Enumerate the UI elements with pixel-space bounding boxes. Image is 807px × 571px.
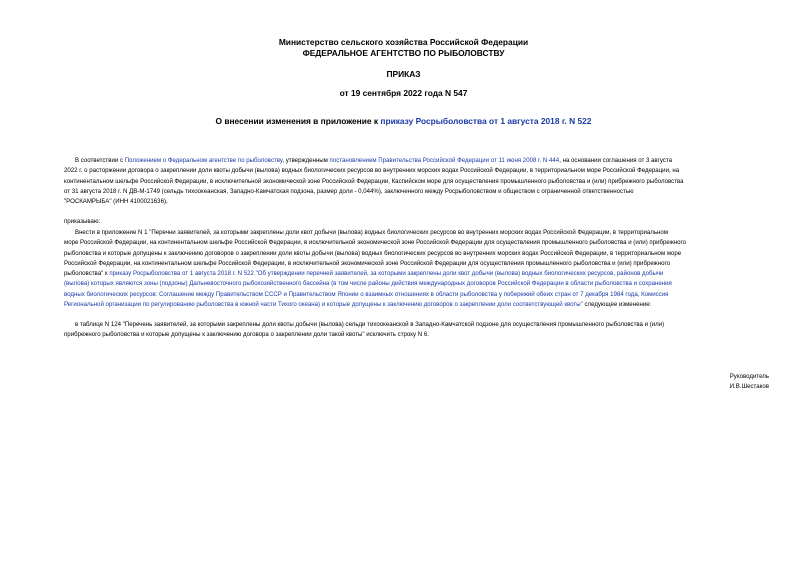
signature-name: И.В.Шестаков (729, 383, 769, 390)
preamble-line-5: "РОСКАМРЫБА" (ИНН 4100021636), (64, 198, 168, 206)
regulation-link[interactable]: Положением о Федеральном агентстве по рыболовству (124, 157, 283, 164)
change-paragraph (64, 320, 769, 341)
signature-position: Руководитель (729, 373, 769, 380)
amendment-line-8 (64, 300, 769, 310)
preamble-text: , на основании соглашения от 3 августа (559, 157, 673, 164)
preamble-line-2: 2022 г. о расторжении договора о закреплении доли квоты добычи (вылова) водных биологических ресурсов во внутренних морских водах Российской Федерации, в территориальном море Российской Федерации, на (64, 167, 680, 175)
amendment-line-5 (64, 269, 769, 279)
change-line-1: в таблице N 124 "Перечень заявителей, за которыми закреплены доли квоты добычи (вылова) сельди тихоокеанской в Западно-Камчатской подзоне для осуществления промышленного рыболовства и (или) (75, 321, 665, 328)
order-522-link[interactable]: приказу Росрыболовства от 1 августа 2018 г. N 522 "Об утверждении перечней заявителей, за которыми закреплены доли квот добычи (вылова) водных биологических ресурсов, районов добычи (109, 270, 664, 278)
amendment-line-1: Внести в приложение N 1 "Перечни заявителей, за которыми закреплены доли квот добычи (вылова) водных биологических ресурсов во внутренних морских водах Российской Федерации, в территориальном (75, 229, 668, 236)
preamble-line-4: от 31 августа 2018 г. N ДВ-М-1749 (сельдь тихоокеанская, Западно-Камчатская подзона, размер доли - 0,044%), заключенного между Росрыболовством и обществом с ограниченной ответственностью (64, 187, 634, 195)
preamble-text: , утвержденным (282, 157, 330, 164)
preamble-paragraph (64, 156, 769, 207)
agency-heading: ФЕДЕРАЛЬНОЕ АГЕНТСТВО ПО РЫБОЛОВСТВУ (302, 48, 505, 58)
document-title (0, 116, 807, 126)
order-word (64, 217, 769, 227)
preamble-line-3: континентальном шельфе Российской Федерации, в исключительной экономической зоне Российской Федерации, Каспийском море для осуществления промышленного рыболовства и (или) прибрежного рыболовства (64, 177, 684, 185)
amendment-text: рыболовства" к (64, 270, 110, 278)
amendment-link-line-6[interactable]: (вылова) которых являются зоны (подзоны) Дальневосточного рыбохозяйственного бассейна (в том числе районы действия международных договоров Российской Федерации в области рыболовства и сохранения (64, 280, 672, 288)
resolution-link[interactable]: постановлением Правительства Российской Федерации от 11 июня 2008 г. N 444 (329, 157, 560, 164)
change-line-2: прибрежного рыболовства и которые допущены к заключению договора о закреплении доли такой квоты" исключить строку N 6. (64, 331, 429, 339)
amendment-line-4: Российской Федерации, на континентальном шельфе Российской Федерации, в исключительной экономической зоне Российской Федерации для осуществления промышленного рыболовства и (или) прибрежного (64, 259, 670, 267)
order-word-text: приказываю: (64, 218, 101, 225)
amendment-link-line-7[interactable]: водных биологических ресурсов: Соглашение между Правительством СССР и Правительством Японии о взаимных отношениях в области рыболовства у побережий обеих стран от 7 декабря 1984 года, Комиссия (64, 290, 669, 298)
amendment-line-2: море Российской Федерации, на континентальном шельфе Российской Федерации, в исключительной экономической зоне Российской Федерации для осуществления промышленного рыболовства и (или) прибрежного (64, 239, 687, 247)
amendment-text: следующее изменение: (582, 301, 652, 309)
title-link[interactable]: приказу Росрыболовства от 1 августа 2018 г. N 522 (380, 116, 592, 126)
doc-type-heading: ПРИКАЗ (386, 69, 421, 79)
date-number-heading: от 19 сентября 2022 года N 547 (339, 88, 468, 98)
preamble-line-1 (64, 156, 769, 166)
ministry-heading: Министерство сельского хозяйства Российской Федерации (278, 37, 529, 47)
preamble-text: В соответствии с (75, 157, 125, 164)
amendment-paragraph (64, 228, 769, 310)
signature-block (730, 372, 769, 392)
amendment-line-3: рыболовства и которые допущены к заключению договоров о закреплении доли квоты добычи (вылова) водных биологических ресурсов во внутренних морских водах Российской Федерации, в территориальном море (64, 249, 682, 257)
title-prefix: О внесении изменения в приложение к (215, 116, 381, 126)
amendment-link-end[interactable]: Региональной организации по регулированию рыболовства в южной части Тихого океана) и которые допущены к заключению договоров о закреплении доли соответствующей квоты" (64, 301, 583, 309)
